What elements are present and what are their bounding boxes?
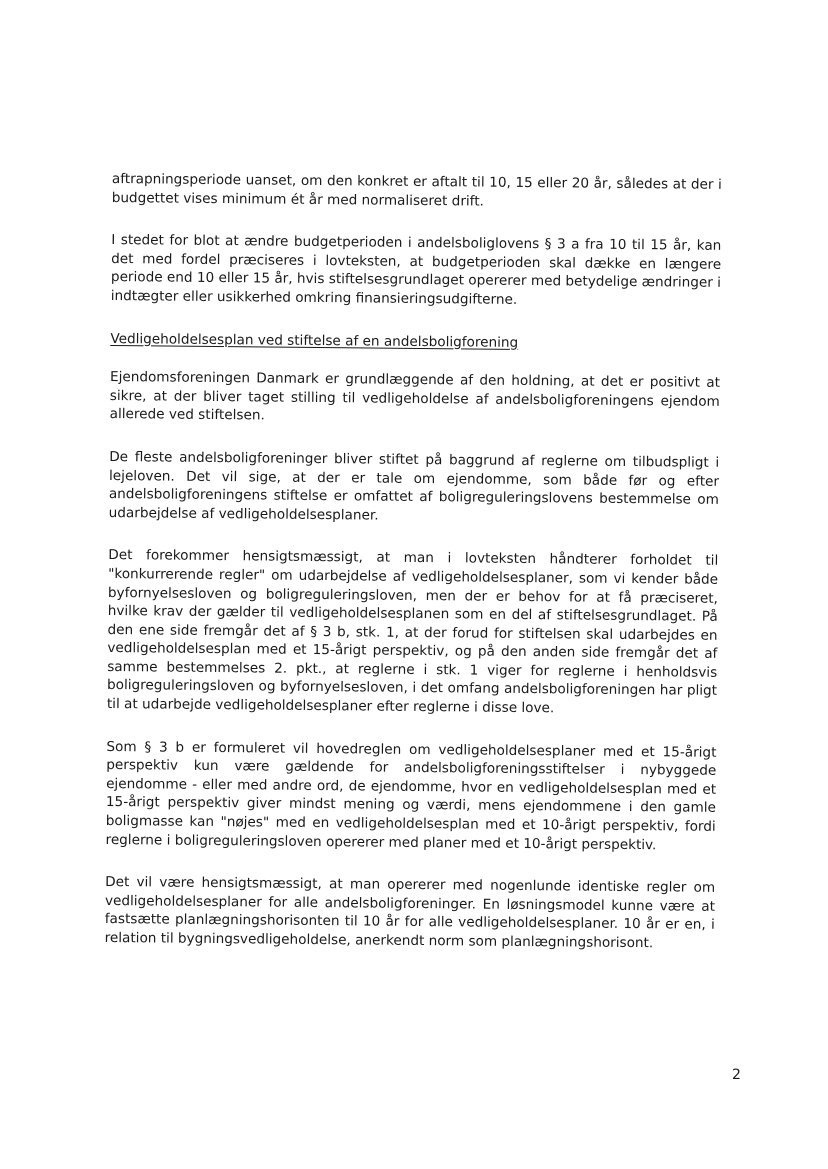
paragraph-main-rule: Som § 3 b er formuleret vil hovedreglen om vedligeholdelsesplaner med et 15-årigt perspektiv kun være gældende for andelsboligforeningsstiftelser i nybyggede ejendomme - eller med andre ord, de ejendomme, hvor en vedligeholdelsesplan med et 15-årigt perspektiv giver mindst mening og værdi, mens ejendommene i den gamle boligmasse kan "nøjes" med en vedligeholdelsesplan med et 10-årigt perspektiv, fordi reglerne i boligreguleringsloven opererer med planer med et 10-årigt perspektiv.: [105, 738, 717, 853]
paragraph-tilbudspligt: De fleste andelsboligforeninger bliver stiftet på baggrund af reglerne om tilbudspligt i lejeloven. Det vil sige, at der er tale om ejendomme, som både før og efter andelsboligforeningens stiftelse er omfattet af boligreguleringslovens bestemmelse om udarbejdelse af vedligeholdelsesplaner.: [108, 448, 720, 524]
paragraph-solution-model: Det vil være hensigtsmæssigt, at man opererer med nogenlunde identiske regler om vedligeholdelsesplaner for alle andelsboligforeninger. En løsningsmodel kunne være at fastsætte planlægningshorisonten til 10 år for alle vedligeholdelsesplaner. 10 år er en, i relation til bygningsvedligeholdelse, anerkendt norm som planlægningshorisont.: [104, 874, 716, 952]
paragraph-budget-period-proposal: I stedet for blot at ændre budgetperioden i andelsboliglovens § 3 a fra 10 til 15 år, kan det med fordel præciseres i lovteksten, at budgetperioden skal dække en længere periode end 10 eller 15 år, hvis stiftelsesgrundlaget opererer med betydelige ændringer i indtægter eller usikkerhed omkring finansieringsudgifterne.: [110, 232, 722, 308]
section-heading: Vedligeholdelsesplan ved stiftelse af en andelsboligforening: [110, 330, 519, 351]
page-body: [104, 170, 722, 977]
paragraph-position: Ejendomsforeningen Danmark er grundlæggende af den holdning, at det er positivt at sikre, at der bliver taget stilling til vedligeholdelse af andelsboligforeningens ejendom allerede ved stiftelsen.: [109, 369, 721, 424]
page-number: 2: [732, 1067, 741, 1083]
paragraph-budget-period-end: aftrapningsperiode uanset, om den konkret er aftalt til 10, 15 eller 20 år, således at der i budgettet vises minimum ét år med normaliseret drift.: [111, 170, 722, 210]
paragraph-competing-rules: Det forekommer hensigtsmæssigt, at man i lovteksten håndterer forholdet til "konkurrerende regler" om udarbejdelse af vedligeholdelsesplaner, som vi kender både byfornyelsesloven og boligreguleringsloven, men der er behov for at få præciseret, hvilke krav der gælder til vedligeholdelsesplanen som en del af stiftelsesgrundlaget. På den ene side fremgår det af § 3 b, stk. 1, at der forud for stiftelsen skal udarbejdes en vedligeholdelsesplan med et 15-årigt perspektiv, og på den anden side fremgår det af samme bestemmelses 2. pkt., at reglerne i stk. 1 viger for reglerne i henholdsvis boligreguleringsloven og byfornyelsesloven, i det omfang andelsboligforeningen har pligt til at udarbejde vedligeholdelsesplaner efter reglerne i disse love.: [106, 547, 719, 717]
